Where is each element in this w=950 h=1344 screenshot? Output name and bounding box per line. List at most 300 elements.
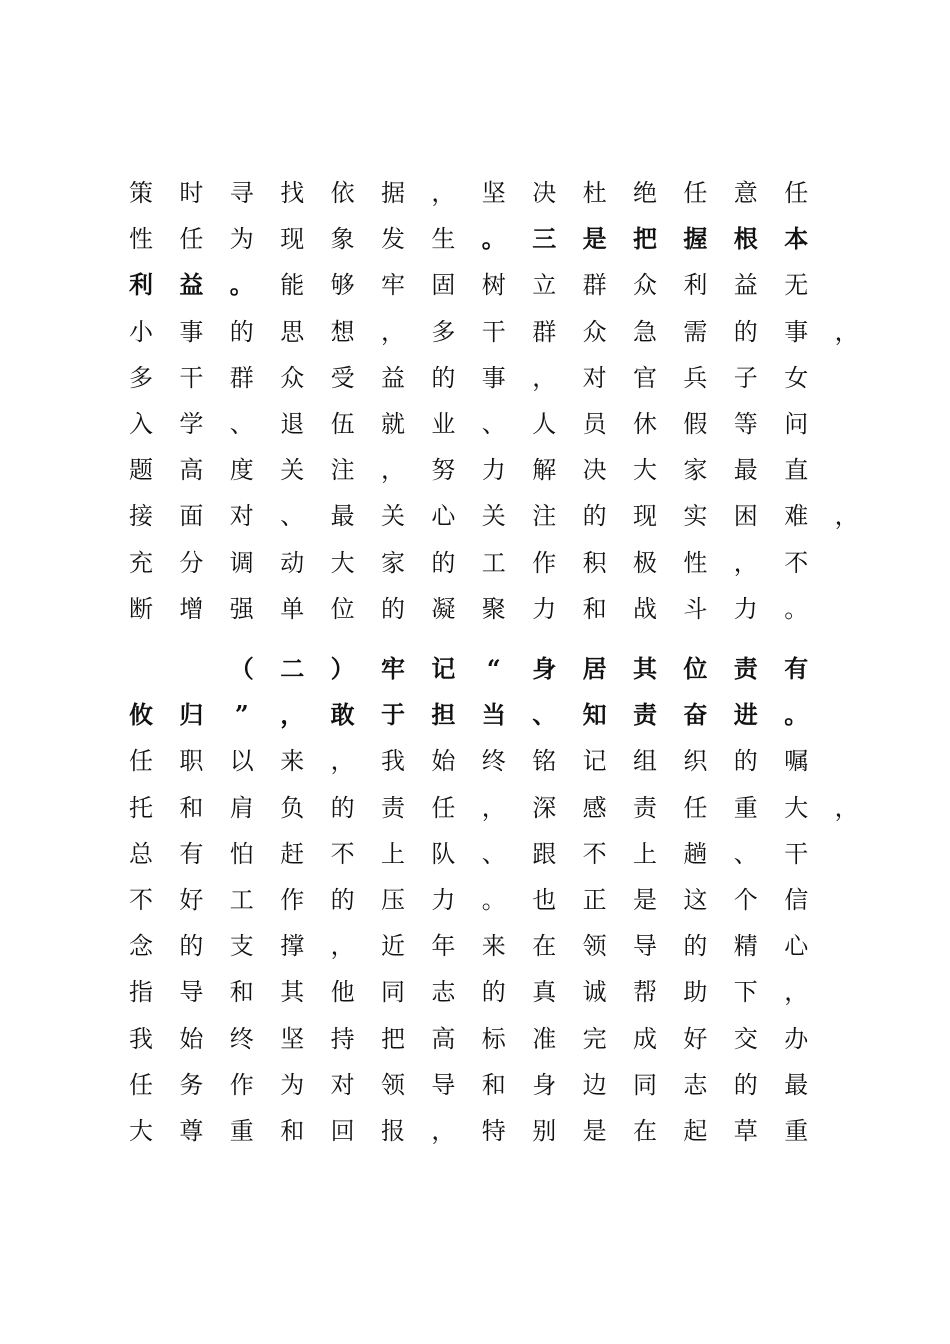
text-char: 强 — [229, 594, 254, 623]
text-char: 最 — [733, 456, 758, 485]
text-char: ， — [381, 317, 405, 346]
text-char: 依 — [330, 179, 355, 207]
text-char: 助 — [683, 978, 708, 1007]
text-char: 对 — [582, 363, 607, 392]
text-char: 攸 — [129, 700, 153, 730]
text-char: 业 — [431, 410, 456, 438]
text-char: 思 — [280, 317, 305, 346]
text-line — [0, 654, 950, 700]
text-char: 大 — [784, 793, 809, 822]
text-char: 任 — [683, 793, 708, 822]
text-char: ， — [330, 932, 355, 961]
text-char: 固 — [431, 271, 456, 300]
text-char: 性 — [683, 548, 708, 577]
text-char: 重 — [784, 1117, 809, 1145]
text-char: 极 — [633, 548, 657, 577]
text-char: 的 — [179, 932, 204, 961]
text-char: 嘱 — [784, 747, 809, 776]
text-char: 接 — [129, 502, 153, 531]
text-char: ， — [834, 317, 859, 346]
text-char: 断 — [129, 594, 153, 623]
text-char: 趟 — [683, 839, 708, 868]
text-char: 同 — [381, 978, 405, 1007]
text-char: 对 — [330, 1070, 355, 1099]
text-char: 的 — [229, 317, 254, 346]
text-line — [0, 270, 950, 316]
text-char: 志 — [431, 978, 456, 1007]
text-line — [0, 793, 950, 839]
text-char: 作 — [229, 1070, 254, 1099]
text-char: 完 — [582, 1024, 607, 1053]
text-char: 根 — [733, 224, 758, 254]
text-char: 诚 — [582, 978, 607, 1007]
text-char: 关 — [381, 502, 405, 531]
text-char: 性 — [129, 225, 153, 254]
text-line — [0, 1070, 950, 1116]
text-char: 重 — [229, 1117, 254, 1145]
text-char: 事 — [784, 317, 809, 346]
text-char: 凝 — [431, 594, 456, 623]
text-char: 进 — [733, 700, 758, 730]
text-char: 二 — [280, 654, 305, 683]
text-char: ， — [431, 179, 456, 207]
text-char: 伍 — [330, 410, 355, 438]
text-char: 难 — [784, 502, 809, 531]
text-char: 事 — [179, 317, 204, 346]
text-char: 和 — [582, 594, 607, 623]
text-line — [0, 700, 950, 746]
text-char: 员 — [582, 410, 607, 438]
text-char: 是 — [582, 224, 607, 254]
text-char: 的 — [481, 978, 506, 1007]
text-char: 益 — [733, 271, 758, 300]
text-char: 。 — [784, 700, 809, 730]
text-char: ， — [733, 548, 758, 577]
text-char: 干 — [784, 839, 809, 868]
text-char: 和 — [481, 1070, 506, 1099]
text-char: 的 — [582, 502, 607, 531]
text-char: 不 — [784, 548, 809, 577]
text-char: 力 — [481, 456, 506, 485]
text-char: 任 — [129, 1070, 153, 1099]
text-char: ， — [481, 793, 506, 822]
text-char: 职 — [179, 747, 204, 776]
text-char: 兵 — [683, 363, 708, 392]
text-char: 不 — [330, 839, 355, 868]
text-char: 心 — [431, 502, 456, 531]
text-char: 力 — [532, 594, 557, 623]
text-char: 怕 — [229, 839, 254, 868]
text-char: 任 — [179, 225, 204, 254]
text-char: 题 — [129, 456, 153, 485]
text-char: 想 — [330, 317, 355, 346]
text-char: 的 — [431, 363, 456, 392]
text-char: 位 — [683, 654, 708, 683]
text-char: 众 — [280, 363, 305, 392]
text-char: 坚 — [280, 1024, 305, 1053]
text-char: 本 — [784, 224, 809, 254]
text-char: 牢 — [381, 654, 405, 683]
text-char: 撑 — [280, 932, 305, 961]
text-char: 。 — [481, 886, 506, 914]
text-char: 好 — [683, 1024, 708, 1053]
text-char: 组 — [633, 747, 657, 776]
text-char: 敢 — [330, 700, 355, 730]
text-char: 策 — [129, 179, 153, 207]
text-char: 责 — [381, 793, 405, 822]
text-char: ） — [330, 654, 355, 683]
text-char: 据 — [381, 179, 405, 207]
text-char: 绝 — [633, 179, 657, 207]
text-char: 帮 — [633, 978, 657, 1007]
text-char: 实 — [683, 502, 708, 531]
text-char: 感 — [582, 793, 607, 822]
text-char: 和 — [179, 793, 204, 822]
text-char: 信 — [784, 886, 809, 914]
text-line — [0, 501, 950, 547]
text-char: 来 — [481, 932, 506, 961]
text-char: 对 — [229, 502, 254, 531]
text-char: 上 — [633, 839, 657, 868]
text-char: 任 — [683, 179, 708, 207]
text-char: 、 — [280, 502, 305, 531]
text-char: 能 — [280, 271, 305, 300]
text-char: 、 — [532, 700, 557, 730]
text-char: 奋 — [683, 700, 708, 730]
text-char: 的 — [381, 594, 405, 623]
text-char: 受 — [330, 363, 355, 392]
text-char: 指 — [129, 978, 153, 1007]
text-char: 关 — [481, 502, 506, 531]
text-char: 导 — [431, 1070, 456, 1099]
text-char: 战 — [633, 594, 657, 623]
text-line — [0, 839, 950, 885]
text-char: 责 — [633, 793, 657, 822]
text-char: 入 — [129, 410, 153, 438]
text-char: 为 — [280, 1070, 305, 1099]
text-char: 力 — [733, 594, 758, 623]
text-char: 意 — [733, 179, 758, 207]
text-char: 持 — [330, 1024, 355, 1053]
text-char: 有 — [784, 654, 809, 683]
text-char: 立 — [532, 271, 557, 300]
text-char: 把 — [633, 224, 657, 254]
text-char: 身 — [532, 654, 557, 683]
text-char: 事 — [481, 363, 506, 392]
text-char: 来 — [280, 747, 305, 776]
text-char: 责 — [733, 654, 758, 683]
text-char: 标 — [481, 1024, 506, 1053]
text-char: 记 — [582, 747, 607, 776]
text-char: 退 — [280, 410, 305, 438]
text-char: 我 — [381, 747, 405, 776]
text-char: 记 — [431, 654, 456, 683]
text-char: 大 — [330, 548, 355, 577]
text-char: 年 — [431, 932, 456, 961]
text-char: 总 — [129, 839, 153, 868]
text-char: 起 — [683, 1117, 708, 1145]
text-char: ” — [234, 700, 249, 730]
text-char: 子 — [733, 363, 758, 392]
text-char: 和 — [229, 978, 254, 1007]
text-char: 现 — [633, 502, 657, 531]
text-char: 也 — [532, 886, 557, 914]
text-char: 益 — [179, 270, 204, 300]
text-char: 赶 — [280, 839, 305, 868]
text-char: 于 — [381, 700, 405, 730]
text-char: 象 — [330, 225, 355, 254]
text-line — [0, 594, 950, 640]
text-char: 终 — [229, 1024, 254, 1053]
text-char: 杜 — [582, 179, 607, 207]
text-char: 的 — [330, 793, 355, 822]
text-char: 问 — [784, 410, 809, 438]
text-line — [0, 1024, 950, 1070]
text-char: 同 — [633, 1070, 657, 1099]
text-char: 多 — [431, 317, 456, 346]
text-char: 够 — [330, 271, 355, 300]
text-char: ， — [330, 747, 355, 776]
text-char: 真 — [532, 978, 557, 1007]
text-char: 正 — [582, 886, 607, 914]
text-char: 办 — [784, 1024, 809, 1053]
text-char: 休 — [633, 410, 657, 438]
text-char: 高 — [431, 1024, 456, 1053]
text-char: 学 — [179, 410, 204, 438]
text-char: 的 — [733, 317, 758, 346]
text-char: 握 — [683, 224, 708, 254]
text-char: 努 — [431, 456, 456, 485]
text-char: 压 — [381, 886, 405, 914]
text-char: 近 — [381, 932, 405, 961]
text-char: 归 — [179, 700, 204, 730]
text-char: 重 — [733, 793, 758, 822]
text-char: 志 — [683, 1070, 708, 1099]
text-char: 注 — [330, 456, 355, 485]
text-char: 多 — [129, 363, 153, 392]
text-char: 边 — [582, 1070, 607, 1099]
text-char: 群 — [229, 363, 254, 392]
text-char: 女 — [784, 363, 809, 392]
text-char: 寻 — [229, 179, 254, 207]
text-char: 领 — [381, 1070, 405, 1099]
text-char: 这 — [683, 886, 708, 914]
text-line — [0, 224, 950, 270]
text-char: 众 — [633, 271, 657, 300]
text-char: 直 — [784, 456, 809, 485]
text-char: 成 — [633, 1024, 657, 1053]
text-char: 有 — [179, 839, 204, 868]
text-char: 知 — [582, 700, 607, 730]
text-line — [0, 977, 950, 1023]
text-char: 导 — [633, 932, 657, 961]
text-char: 力 — [431, 886, 456, 914]
text-char: 交 — [733, 1024, 758, 1053]
text-char: 其 — [280, 978, 305, 1007]
text-char: 群 — [582, 271, 607, 300]
text-char: 铭 — [532, 747, 557, 776]
text-char: 注 — [532, 502, 557, 531]
text-char: 念 — [129, 932, 153, 961]
text-char: 决 — [532, 179, 557, 207]
text-char: 领 — [582, 932, 607, 961]
text-char: 负 — [280, 793, 305, 822]
text-char: 始 — [431, 747, 456, 776]
text-char: 官 — [633, 363, 657, 392]
text-char: 准 — [532, 1024, 557, 1053]
text-char: 的 — [733, 747, 758, 776]
text-char: “ — [486, 654, 501, 683]
text-char: 在 — [532, 932, 557, 961]
text-char: ， — [381, 456, 405, 485]
text-char: 身 — [532, 1070, 557, 1099]
text-char: 他 — [330, 978, 355, 1007]
text-char: 、 — [733, 839, 758, 868]
text-line — [0, 548, 950, 594]
text-char: 心 — [784, 932, 809, 961]
text-char: 不 — [582, 839, 607, 868]
text-char: 以 — [229, 747, 254, 776]
text-char: 困 — [733, 502, 758, 531]
text-char: 居 — [582, 654, 607, 683]
text-char: 充 — [129, 548, 153, 577]
text-char: 在 — [633, 1117, 657, 1145]
text-char: 的 — [733, 1070, 758, 1099]
text-char: 、 — [481, 410, 506, 438]
text-char: 群 — [532, 317, 557, 346]
text-char: 聚 — [481, 594, 506, 623]
text-char: 无 — [784, 271, 809, 300]
text-char: 位 — [330, 594, 355, 623]
text-char: 。 — [784, 594, 809, 623]
text-char: 大 — [129, 1117, 153, 1145]
text-char: 解 — [532, 456, 557, 485]
text-char: 高 — [179, 456, 204, 485]
text-char: 最 — [330, 502, 355, 531]
text-char: 。 — [229, 270, 254, 300]
text-char: 为 — [229, 225, 254, 254]
text-char: 当 — [481, 700, 506, 730]
text-char: 分 — [179, 548, 204, 577]
text-char: 工 — [229, 886, 254, 914]
text-char: 深 — [532, 793, 557, 822]
text-char: ， — [834, 793, 859, 822]
text-line — [0, 178, 950, 224]
text-char: 假 — [683, 410, 708, 438]
text-char: 度 — [229, 456, 254, 485]
text-char: ， — [431, 1117, 456, 1145]
text-char: ， — [532, 363, 557, 392]
text-char: （ — [229, 654, 254, 683]
text-char: 干 — [179, 363, 204, 392]
text-char: 需 — [683, 317, 708, 346]
text-char: 小 — [129, 317, 153, 346]
text-char: 作 — [532, 548, 557, 577]
text-char: 利 — [129, 270, 153, 300]
text-char: 树 — [481, 271, 506, 300]
text-char: 斗 — [683, 594, 708, 623]
text-char: 终 — [481, 747, 506, 776]
text-char: 坚 — [481, 179, 506, 207]
text-char: 家 — [381, 548, 405, 577]
text-char: 的 — [683, 932, 708, 961]
text-char: 找 — [280, 179, 305, 207]
text-char: 、 — [481, 839, 506, 868]
text-char: ， — [280, 700, 305, 730]
text-char: 增 — [179, 594, 204, 623]
text-char: 的 — [330, 886, 355, 914]
text-char: 面 — [179, 502, 204, 531]
text-char: 别 — [532, 1117, 557, 1145]
text-char: 上 — [381, 839, 405, 868]
text-line — [0, 363, 950, 409]
text-char: 三 — [532, 224, 557, 254]
text-char: 家 — [683, 456, 708, 485]
text-char: 工 — [481, 548, 506, 577]
text-char: 现 — [280, 225, 305, 254]
text-char: 。 — [481, 224, 506, 254]
text-line — [0, 455, 950, 501]
text-char: 是 — [633, 886, 657, 914]
text-char: 不 — [129, 886, 153, 914]
text-char: 的 — [431, 548, 456, 577]
text-char: 任 — [129, 747, 153, 776]
text-char: 担 — [431, 700, 456, 730]
text-line — [0, 746, 950, 792]
text-char: 任 — [431, 793, 456, 822]
text-char: 下 — [733, 978, 758, 1007]
text-char: 干 — [481, 317, 506, 346]
text-char: 等 — [733, 410, 758, 438]
text-char: 众 — [582, 317, 607, 346]
text-char: ， — [784, 978, 809, 1007]
text-char: 生 — [431, 225, 456, 254]
text-char: 我 — [129, 1024, 153, 1053]
text-char: 人 — [532, 410, 557, 438]
text-char: 托 — [129, 793, 153, 822]
text-char: 时 — [179, 179, 204, 207]
text-char: 精 — [733, 932, 758, 961]
text-line — [0, 409, 950, 455]
text-line — [0, 317, 950, 363]
text-char: 责 — [633, 700, 657, 730]
text-char: 草 — [733, 1117, 758, 1145]
text-char: 支 — [229, 932, 254, 961]
text-char: 其 — [633, 654, 657, 683]
text-char: 织 — [683, 747, 708, 776]
text-char: 个 — [733, 886, 758, 914]
text-char: 发 — [381, 225, 405, 254]
text-char: ， — [834, 502, 859, 531]
text-char: 牢 — [381, 271, 405, 300]
text-char: 特 — [481, 1117, 506, 1145]
text-char: 最 — [784, 1070, 809, 1099]
text-char: 队 — [431, 839, 456, 868]
text-char: 肩 — [229, 793, 254, 822]
text-char: 利 — [683, 271, 708, 300]
text-char: 务 — [179, 1070, 204, 1099]
text-char: 急 — [633, 317, 657, 346]
text-char: 任 — [784, 179, 809, 207]
text-char: 作 — [280, 886, 305, 914]
text-char: 和 — [280, 1117, 305, 1145]
text-char: 动 — [280, 548, 305, 577]
text-char: 单 — [280, 594, 305, 623]
text-char: 尊 — [179, 1117, 204, 1145]
text-line — [0, 1116, 950, 1162]
text-char: 决 — [582, 456, 607, 485]
text-char: 始 — [179, 1024, 204, 1053]
